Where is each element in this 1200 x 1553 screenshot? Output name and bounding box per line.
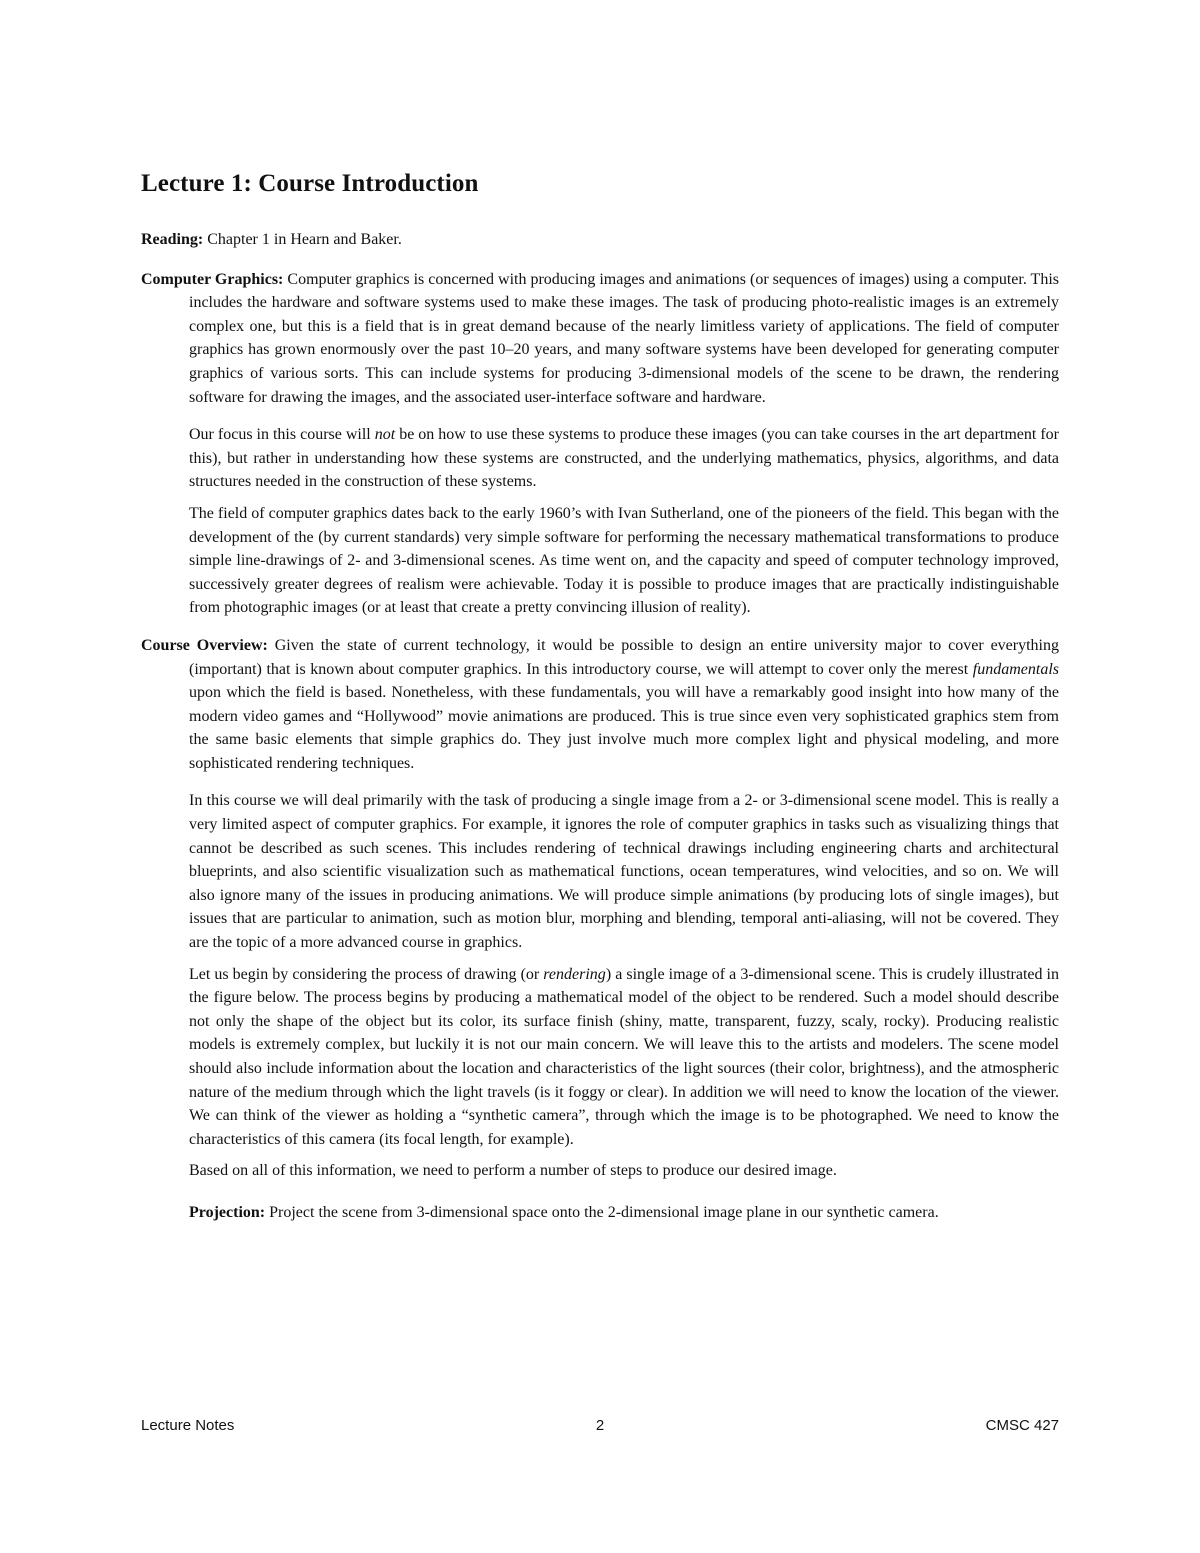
overview-p1-emphasis: fundamentals — [972, 660, 1059, 678]
course-overview-p4: Based on all of this information, we need to perform a number of steps to produce our desired image. — [189, 1162, 837, 1180]
lecture-title: Lecture 1: Course Introduction — [141, 170, 479, 197]
reading-text: Chapter 1 in Hearn and Baker. — [207, 231, 402, 248]
projection-item — [189, 1201, 1059, 1225]
course-overview-label: Course Overview: — [141, 636, 268, 654]
overview-p3-before: Let us begin by considering the process of drawing (or — [189, 965, 544, 983]
reading-line — [141, 228, 1059, 252]
p2-emphasis: not — [374, 426, 396, 444]
course-overview-p3 — [189, 963, 1059, 1152]
course-overview-section — [141, 634, 1059, 1225]
projection-label: Projection: — [189, 1203, 266, 1221]
footer-left: Lecture Notes — [141, 1417, 235, 1434]
overview-p3-after: ) a single image of a 3-dimensional scene. This is crudely illustrated in the figure below. The process begins by producing a mathematical model of the object to be rendered. Such a model should describe not only the shape of the object but its color, its surface finish (shiny, matte, transparent, fuzzy, scaly, rocky). Producing realistic models is extremely complex, but luckily it is not our main concern. We will leave this to the artists and modelers. The scene model should also include information about the location and characteristics of the light sources (their color, brightness), and the atmospheric nature of the medium through which the light travels (is it foggy or clear). In addition we will need to know the location of the viewer. We can think of the viewer as holding a “synthetic camera”, through which the image is to be photographed. We need to know the characteristics of this camera (its focal length, for example). — [189, 965, 1060, 1148]
overview-p3-emphasis: rendering — [543, 965, 606, 983]
computer-graphics-section — [141, 268, 1059, 620]
computer-graphics-p1: Computer graphics is concerned with producing images and animations (or sequences of images) using a computer. This includes the hardware and software systems used to make these images. The task of producing photo-realistic images is an extremely complex one, but this is a field that is in great demand because of the nearly limitless variety of applications. The field of computer graphics has grown enormously over the past 10–20 years, and many software systems have been developed for generating computer graphics of various sorts. This can include systems for producing 3-dimensional models of the scene to be drawn, the rendering software for drawing the images, and the associated user-interface software and hardware. — [189, 270, 1060, 406]
page-footer — [141, 1417, 1059, 1441]
computer-graphics-label: Computer Graphics: — [141, 270, 284, 288]
lecture-body — [141, 228, 1059, 1225]
overview-p1-before: Given the state of current technology, it would be possible to design an entire university major to cover everything (important) that is known about computer graphics. In this introductory course, we will attempt to cover only the merest — [189, 636, 1060, 678]
computer-graphics-p2 — [189, 423, 1059, 494]
overview-p1-after: upon which the field is based. Nonetheless, with these fundamentals, you will have a remarkably good insight into how many of the modern video games and “Hollywood” movie animations are produced. This is true since even very sophisticated graphics stem from the same basic elements that simple graphics do. They just involve much more complex light and physical modeling, and more sophisticated rendering techniques. — [189, 684, 1059, 772]
course-overview-p2: In this course we will deal primarily with the task of producing a single image from a 2- or 3-dimensional scene model. This is really a very limited aspect of computer graphics. For example, it ignores the role of computer graphics in tasks such as visualizing things that cannot be described as such scenes. This includes rendering of technical drawings including engineering charts and architectural blueprints, and also scientific visualization such as mathematical functions, ocean temperatures, wind velocities, and so on. We will also ignore many of the issues in producing animations. We will produce simple animations (by producing lots of single images), but issues that are particular to animation, such as motion blur, morphing and blending, temporal anti-aliasing, will not be covered. They are the topic of a more advanced course in graphics. — [189, 792, 1059, 952]
reading-label: Reading: — [141, 231, 204, 248]
computer-graphics-p3: The field of computer graphics dates back to the early 1960’s with Ivan Sutherland, one of the pioneers of the field. This began with the development of the (by current standards) very simple software for performing the necessary mathematical transformations to produce simple line-drawings of 2- and 3-dimensional scenes. As time went on, and the capacity and speed of computer technology improved, successively greater degrees of realism were achievable. Today it is possible to produce images that are practically indistinguishable from photographic images (or at least that create a pretty convincing illusion of reality). — [189, 504, 1059, 617]
page-number: 2 — [595, 1417, 605, 1434]
p2-before-text: Our focus in this course will — [189, 426, 375, 444]
p2-after-text: be on how to use these systems to produce these images (you can take courses in the art department for this), but rather in understanding how these systems are constructed, and the underlying mathematics, physics, algorithms, and data structures needed in the construction of these systems. — [189, 426, 1060, 491]
projection-text: Project the scene from 3-dimensional space onto the 2-dimensional image plane in our synthetic camera. — [269, 1203, 939, 1221]
course-overview-intro — [141, 634, 1059, 776]
computer-graphics-intro — [141, 268, 1059, 410]
footer-right: CMSC 427 — [985, 1417, 1059, 1434]
